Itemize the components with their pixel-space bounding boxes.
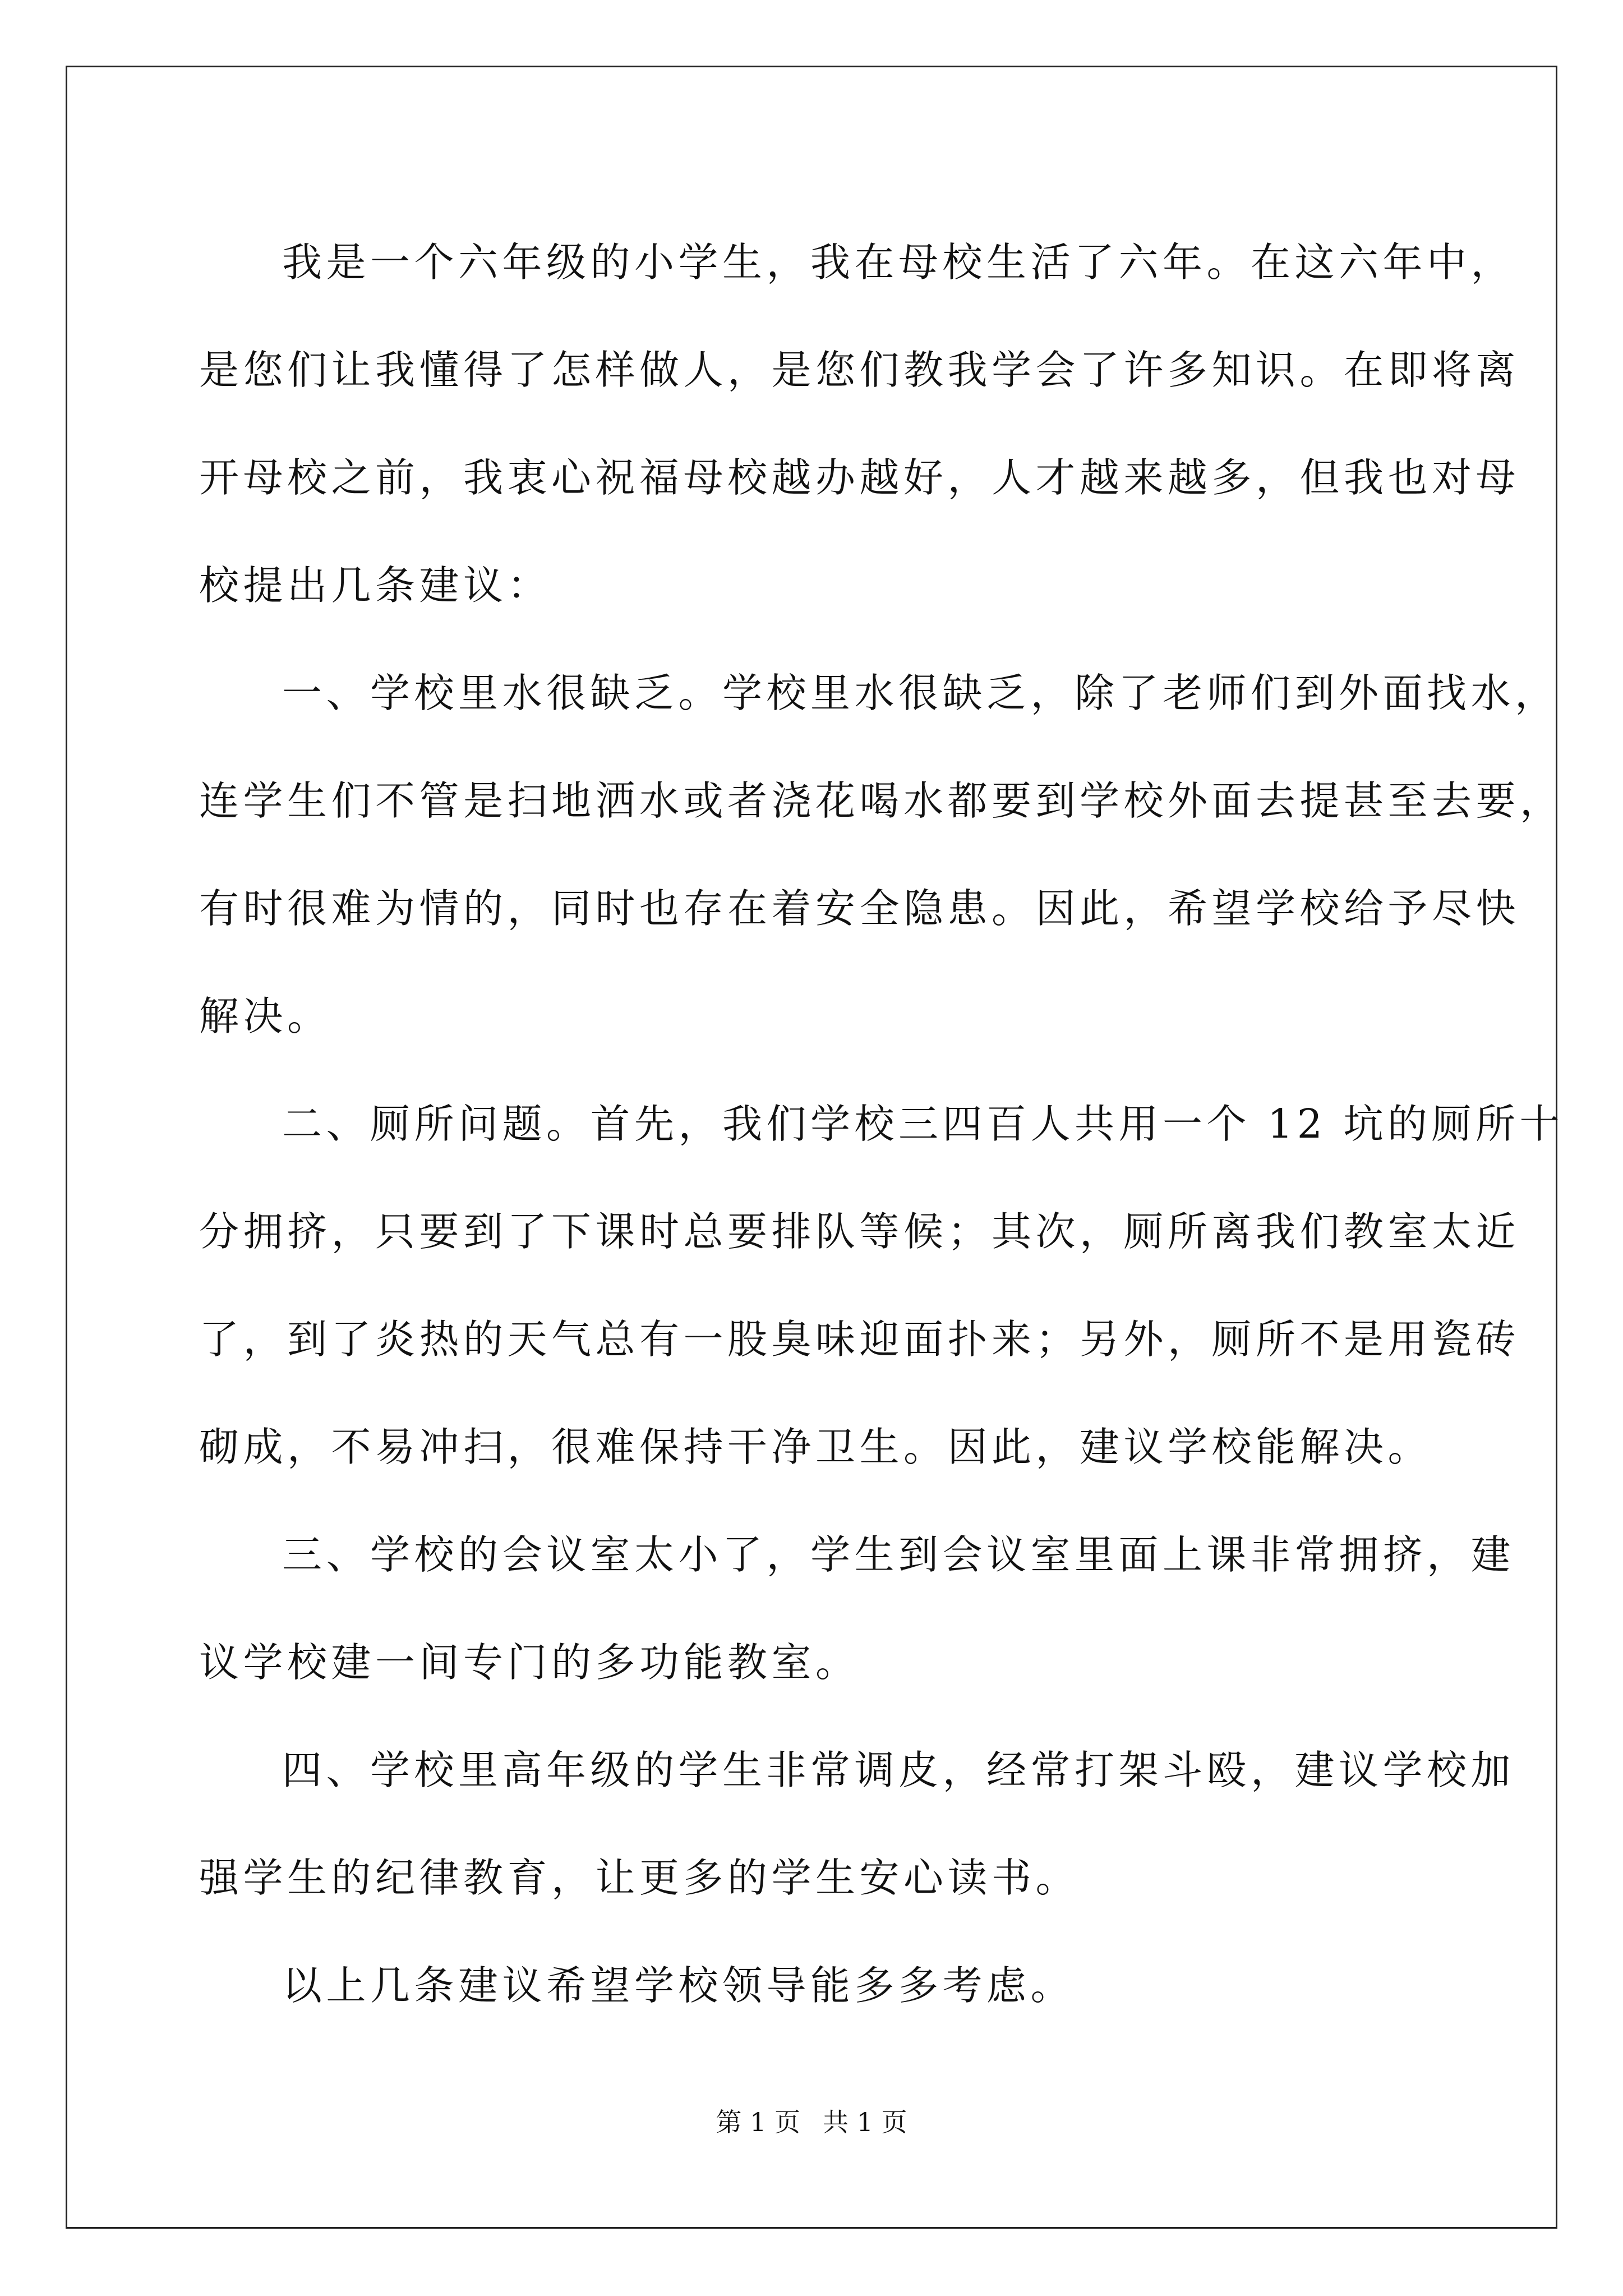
- paragraph-line: 连学生们不管是扫地洒水或者浇花喝水都要到学校外面去提甚至去要，: [199, 777, 1564, 824]
- paragraph-line: 有时很难为情的，同时也存在着安全隐患。因此，希望学校给予尽快: [199, 885, 1520, 932]
- paragraph: [199, 1070, 1564, 1501]
- paragraph: [199, 209, 1520, 639]
- paragraph-line: 二、厕所问题。首先，我们学校三四百人共用一个 12 坑的厕所十: [282, 1101, 1564, 1147]
- paragraph-line: 砌成，不易冲扫，很难保持干净卫生。因此，建议学校能解决。: [199, 1424, 1432, 1470]
- paragraph: [199, 1717, 1515, 1932]
- paragraph: [199, 1932, 1424, 2040]
- paragraph-line: 议学校建一间专门的多功能教室。: [199, 1639, 860, 1686]
- paragraph-line: 校提出几条建议：: [199, 562, 552, 609]
- paragraph-line: 分拥挤，只要到了下课时总要排队等候；其次，厕所离我们教室太近: [199, 1208, 1520, 1255]
- paragraph-line: 三、学校的会议室太小了，学生到会议室里面上课非常拥挤，建: [282, 1531, 1515, 1578]
- page-total: 共 1 页: [823, 2107, 907, 2137]
- paragraph-line: 解决。: [199, 993, 331, 1039]
- paragraph-line: 四、学校里高年级的学生非常调皮，经常打架斗殴，建议学校加: [282, 1747, 1515, 1793]
- paragraph-line: 是您们让我懂得了怎样做人，是您们教我学会了许多知识。在即将离: [199, 347, 1520, 393]
- document-body: [199, 209, 1564, 2040]
- paragraph-line: 了，到了炎热的天气总有一股臭味迎面扑来；另外，厕所不是用瓷砖: [199, 1316, 1520, 1363]
- paragraph-line: 一、学校里水很缺乏。学校里水很缺乏，除了老师们到外面找水，: [282, 670, 1559, 716]
- paragraph-line: 以上几条建议希望学校领导能多多考虑。: [282, 1962, 1075, 2009]
- paragraph-line: 我是一个六年级的小学生，我在母校生活了六年。在这六年中，: [282, 239, 1515, 286]
- paragraph-line: 强学生的纪律教育，让更多的学生安心读书。: [199, 1855, 1080, 1901]
- page-footer: [0, 2105, 1623, 2139]
- paragraph: [199, 639, 1564, 1070]
- paragraph-line: 开母校之前，我衷心祝福母校越办越好，人才越来越多，但我也对母: [199, 454, 1520, 501]
- page-number: 第 1 页: [716, 2107, 800, 2137]
- paragraph: [199, 1501, 1515, 1717]
